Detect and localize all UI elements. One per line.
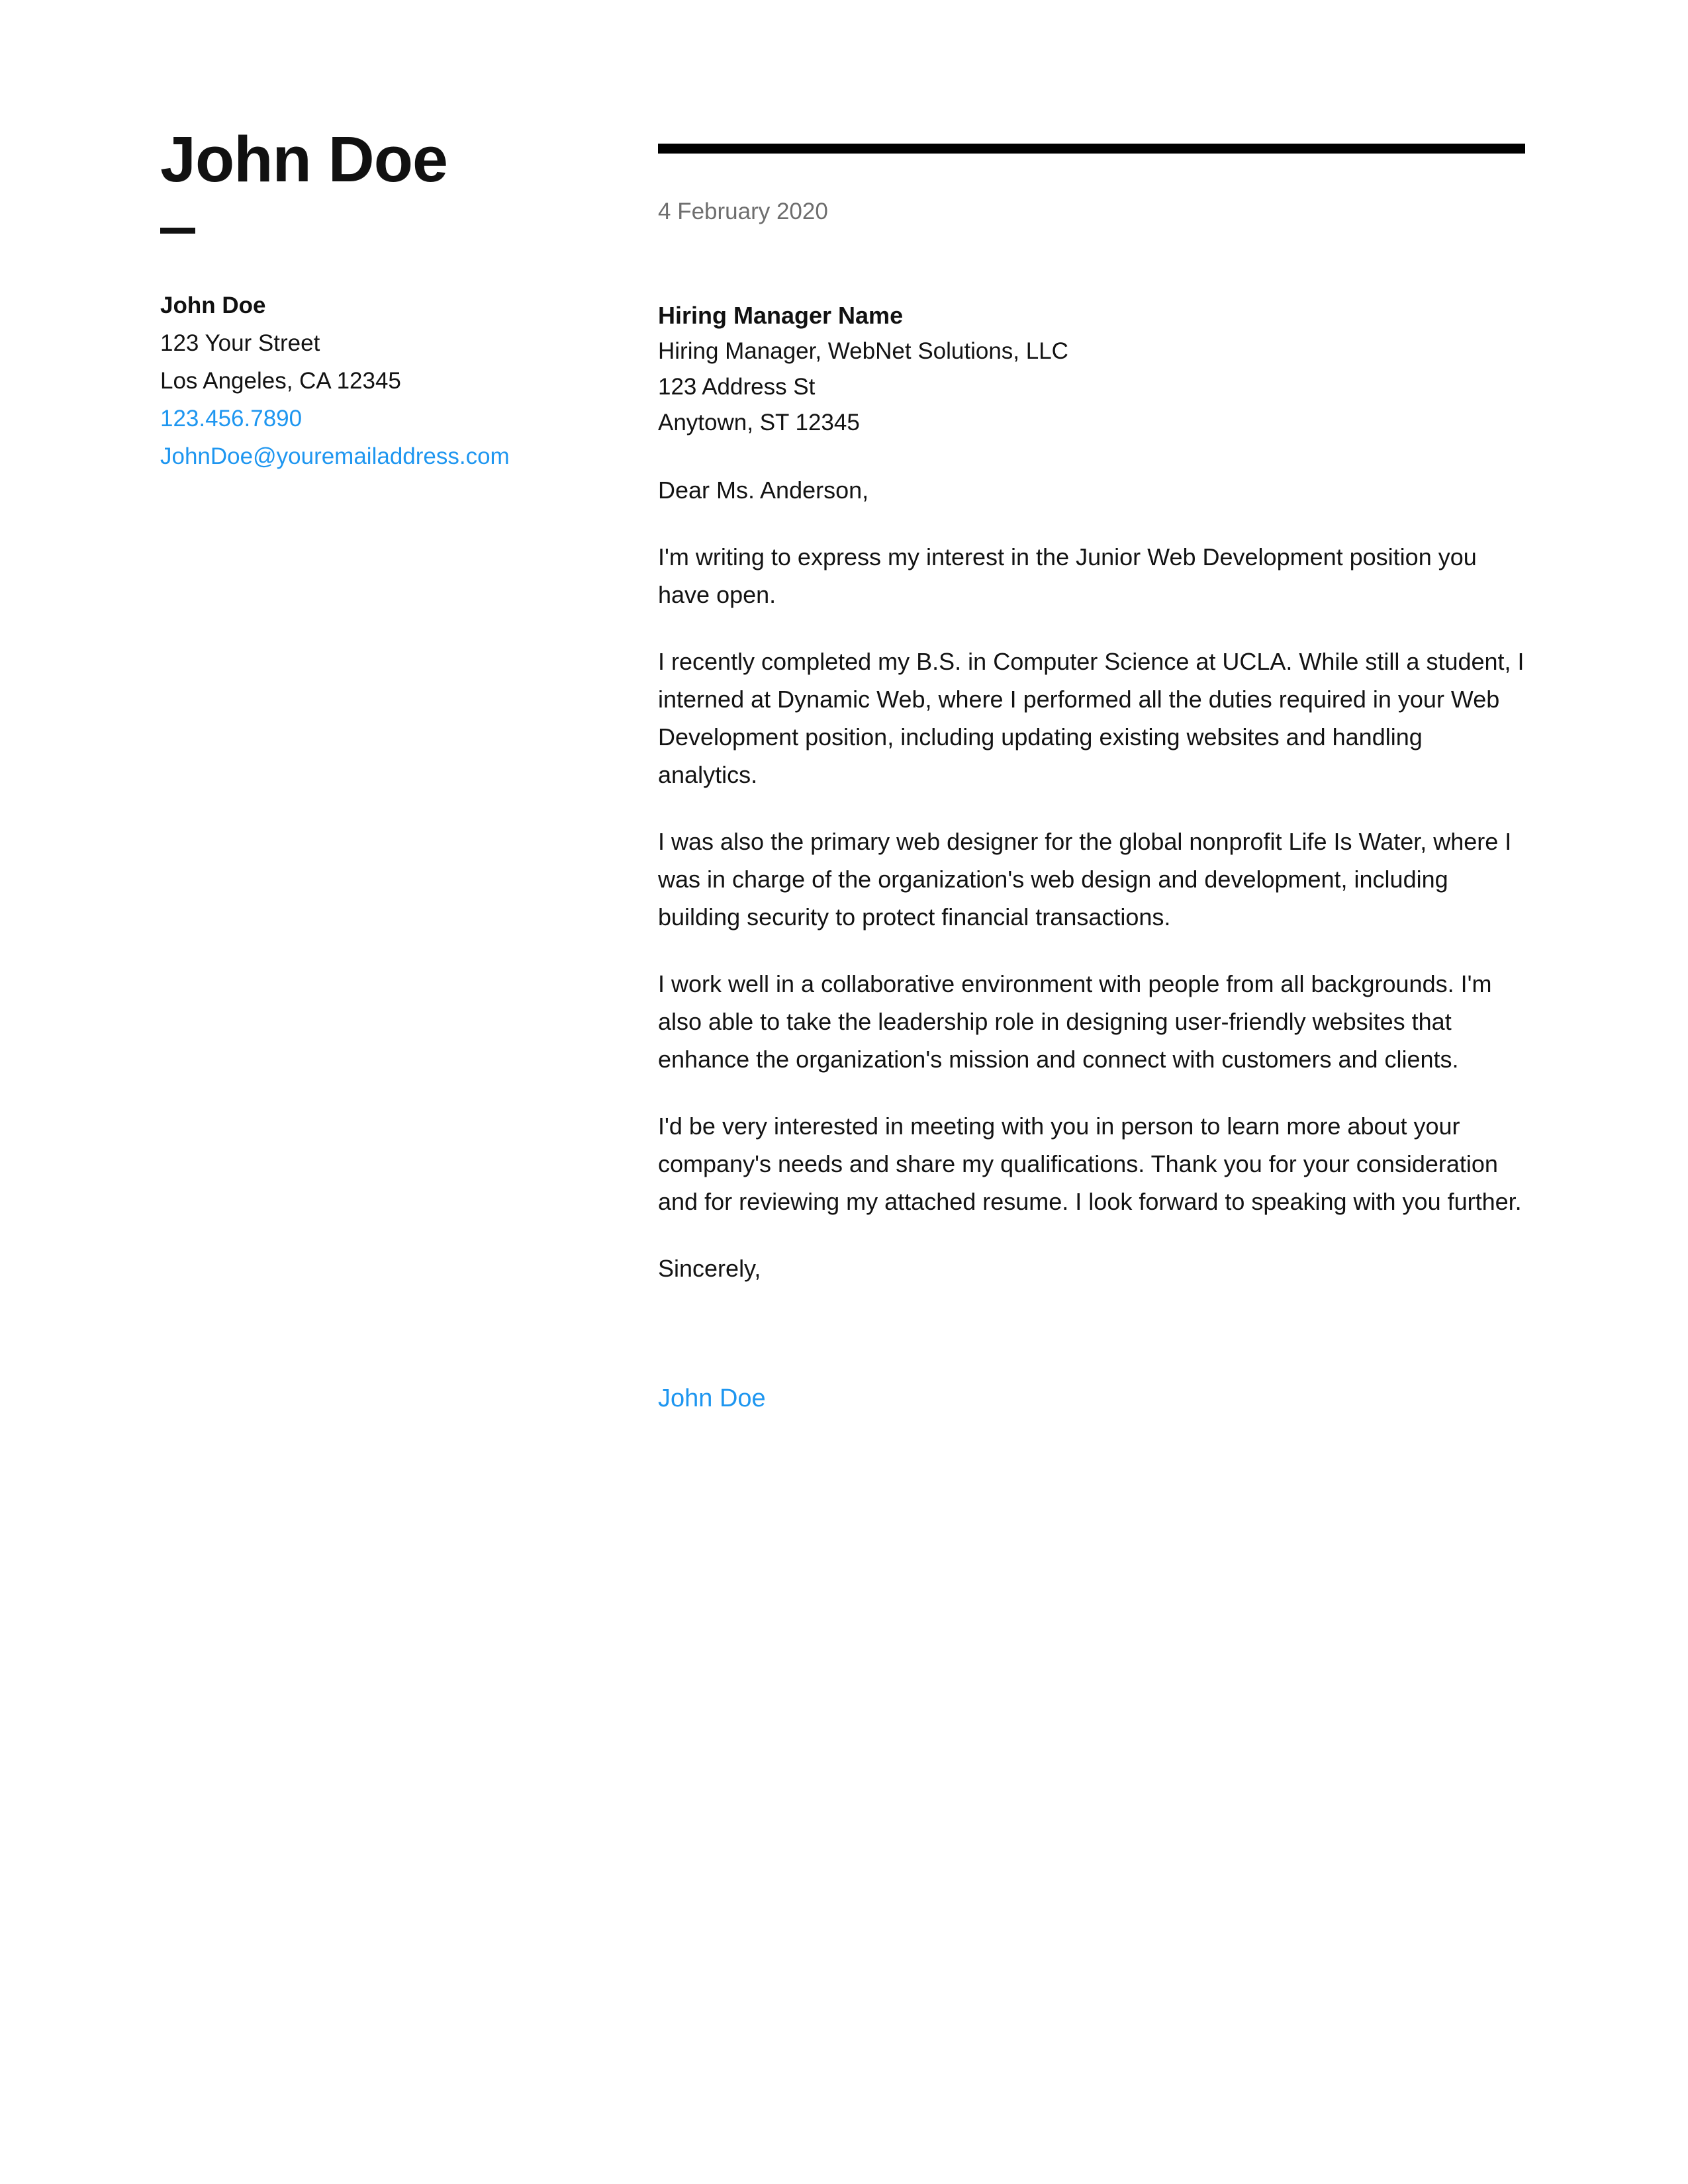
contact-name: John Doe (160, 292, 266, 318)
contact-phone-link[interactable]: 123.456.7890 (160, 405, 303, 432)
salutation: Dear Ms. Anderson, (658, 477, 869, 504)
recipient-title-company: Hiring Manager, WebNet Solutions, LLC (658, 338, 1068, 364)
page-title: John Doe (160, 123, 447, 195)
recipient-name: Hiring Manager Name (658, 302, 904, 329)
letter-body (658, 144, 1525, 1418)
signature-name: John Doe (658, 1385, 766, 1412)
sidebar (160, 123, 597, 475)
paragraph: I'm writing to express my interest in the Junior Web Development position you have open. (658, 543, 1477, 608)
contact-city: Los Angeles, CA 12345 (160, 367, 401, 394)
contact-block (160, 287, 597, 475)
recipient-street: 123 Address St (658, 374, 816, 400)
paragraph: I was also the primary web designer for the global nonprofit Life Is Water, where I was in charge of the organization's web design and development, including building security to protect financial transactions. (658, 828, 1512, 931)
heading-rule-dash (160, 228, 195, 234)
recipient-block (658, 298, 1525, 441)
paragraphs-container (658, 538, 1525, 1220)
paragraph: I recently completed my B.S. in Computer Science at UCLA. While still a student, I interned at Dynamic Web, where I performed all the duties required in your Web Development position, including updating existing websites and handling analytics. (658, 648, 1524, 788)
contact-street: 123 Your Street (160, 330, 320, 356)
contact-email-link[interactable]: JohnDoe@youremailaddress.com (160, 443, 510, 469)
letter-top-rule (658, 144, 1525, 154)
closing: Sincerely, (658, 1255, 761, 1282)
letter-date: 4 February 2020 (658, 199, 828, 224)
paragraph: I work well in a collaborative environment with people from all backgrounds. I'm also able to take the leadership role in designing user-friendly websites that enhance the organization's mission and connect with customers and clients. (658, 970, 1492, 1073)
recipient-city: Anytown, ST 12345 (658, 410, 860, 435)
paragraph: I'd be very interested in meeting with you in person to learn more about your company's needs and share my qualifications. Thank you for your consideration and for reviewing my attached resume. I look forward to speaking with you further. (658, 1113, 1522, 1215)
